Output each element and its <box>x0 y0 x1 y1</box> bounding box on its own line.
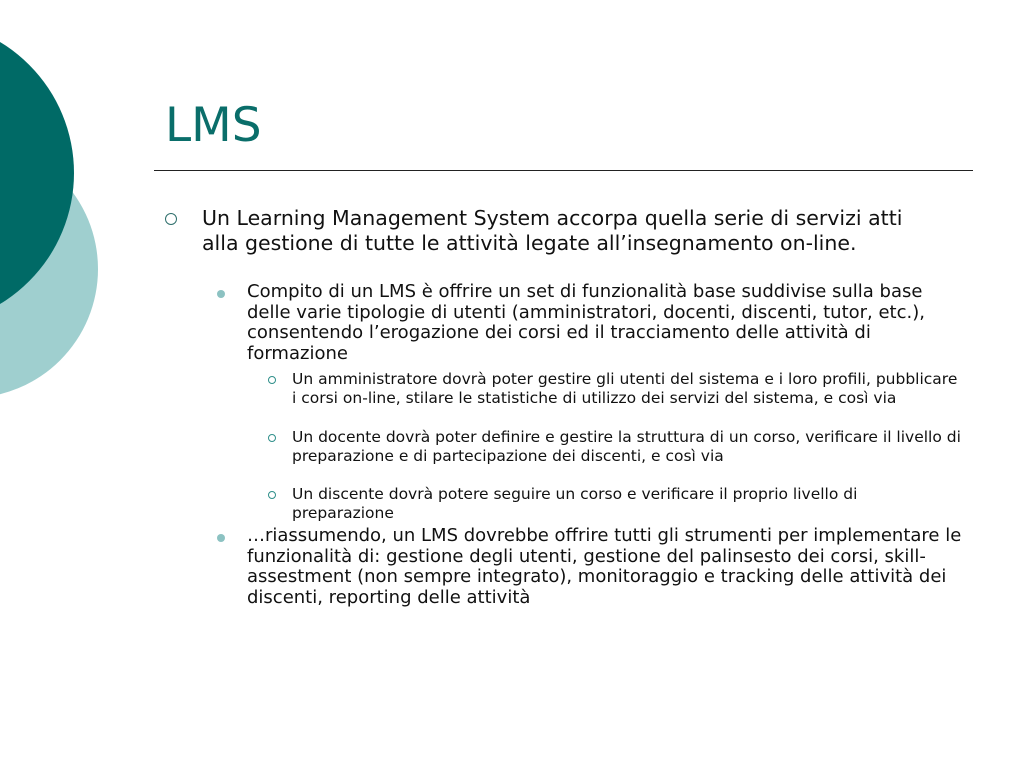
bullet-text: …riassumendo, un LMS dovrebbe offrire tutti gli strumenti per implementare le funzionalità di: gestione degli utenti, gestione del palinsesto dei corsi, skill-assestment (non sempre integrato), monitoraggio e tracking delle attività dei discenti, reporting delle attività <box>247 525 962 608</box>
filled-dot-bullet-icon <box>217 534 225 542</box>
hollow-circle-bullet-icon <box>165 213 177 225</box>
hollow-circle-bullet-icon <box>268 434 276 442</box>
bullet-item-riassumendo <box>247 526 969 608</box>
hollow-circle-bullet-icon <box>268 376 276 384</box>
filled-dot-bullet-icon <box>217 290 225 298</box>
bullet-item-amministratore <box>292 370 964 407</box>
bullet-item-compito <box>247 282 969 364</box>
bullet-text: Un Learning Management System accorpa quella serie di servizi atti alla gestione di tutte le attività legate all’insegnamento on-line. <box>202 206 903 255</box>
title-divider <box>154 170 973 171</box>
bullet-text: Un amministratore dovrà poter gestire gli utenti del sistema e i loro profili, pubblicare i corsi on-line, stilare le statistiche di utilizzo dei servizi del sistema, e così via <box>292 370 958 407</box>
bullet-item-main <box>202 206 932 255</box>
bullet-text: Compito di un LMS è offrire un set di funzionalità base suddivise sulla base delle varie tipologie di utenti (amministratori, docenti, discenti, tutor, etc.), consentendo l’erogazione dei corsi ed il tracciamento delle attività di formazione <box>247 281 925 364</box>
hollow-circle-bullet-icon <box>268 491 276 499</box>
bullet-text: Un discente dovrà potere seguire un corso e verificare il proprio livello di preparazione <box>292 485 858 522</box>
slide-title: LMS <box>165 98 262 153</box>
bullet-item-docente <box>292 428 964 465</box>
bullet-text: Un docente dovrà poter definire e gestire la struttura di un corso, verificare il livello di preparazione e di partecipazione dei discenti, e così via <box>292 428 961 465</box>
bullet-item-discente <box>292 485 964 522</box>
